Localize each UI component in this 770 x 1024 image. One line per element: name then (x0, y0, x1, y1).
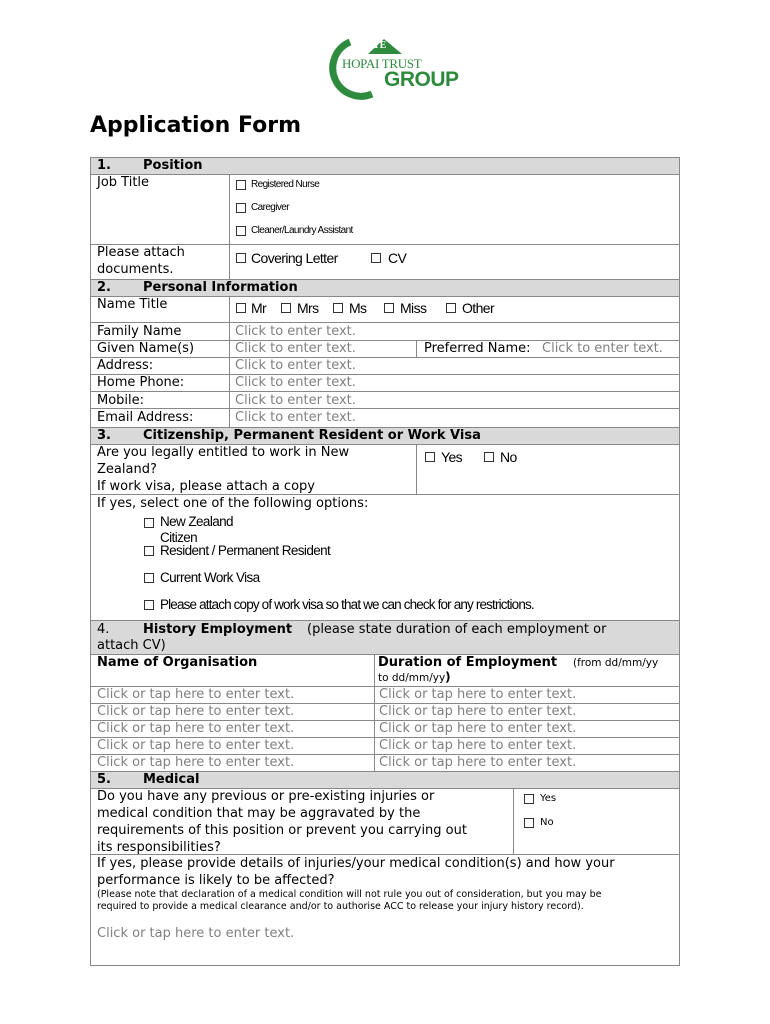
doc-option-label: CV (388, 250, 407, 266)
s5-question-line1: Do you have any previous or pre-existing injuries or (97, 789, 435, 804)
address-field[interactable]: Click to enter text. (235, 358, 356, 373)
duration-field-4[interactable]: Click or tap here to enter text. (379, 738, 577, 753)
medical-details-field[interactable]: Click or tap here to enter text. (97, 926, 295, 941)
checkbox-icon[interactable] (144, 600, 154, 610)
s5-question-line3: requirements of this position or prevent you carrying out (97, 823, 467, 838)
title-option-label: Ms (349, 300, 367, 316)
checkbox-icon[interactable] (144, 546, 154, 556)
org-field-2[interactable]: Click or tap here to enter text. (97, 704, 295, 719)
s3-question-line2: Zealand? (97, 462, 157, 477)
col-organisation-header: Name of Organisation (97, 655, 258, 670)
status-option-label: Resident / Permanent Resident (160, 543, 331, 558)
job-option-label: Cleaner/Laundry Assistant (251, 225, 353, 236)
attach-label-line2: documents. (97, 262, 174, 277)
preferred-name-label: Preferred Name: (424, 341, 531, 356)
org-field-4[interactable]: Click or tap here to enter text. (97, 738, 295, 753)
s3-select-label: If yes, select one of the following options: (97, 496, 369, 511)
duration-field-1[interactable]: Click or tap here to enter text. (379, 687, 577, 702)
email-label: Email Address: (97, 410, 194, 425)
s4-number: 4. (97, 622, 110, 637)
duration-field-2[interactable]: Click or tap here to enter text. (379, 704, 577, 719)
logo-te: TE (373, 40, 387, 51)
checkbox-icon[interactable] (281, 303, 291, 313)
family-name-label: Family Name (97, 324, 182, 339)
title-option-label: Mr (251, 300, 267, 316)
org-field-3[interactable]: Click or tap here to enter text. (97, 721, 295, 736)
logo-group: GROUP (384, 68, 459, 91)
checkbox-icon[interactable] (425, 452, 435, 462)
s3-question-line3: If work visa, please attach a copy (97, 479, 315, 494)
s3-no-label: No (500, 449, 517, 465)
s5-details-line1: If yes, please provide details of injuries/your medical condition(s) and how your (97, 856, 615, 871)
s5-no-label: No (540, 817, 554, 828)
status-option-label: Please attach copy of work visa so that we can check for any restrictions. (160, 597, 534, 612)
checkbox-icon[interactable] (524, 818, 534, 828)
s5-question-line2: medical condition that may be aggravated by the (97, 806, 421, 821)
s4-title: History Employment (143, 622, 293, 637)
s5-question-line4: its responsibilities? (97, 840, 221, 855)
s3-yes-label: Yes (441, 449, 463, 465)
home-phone-field[interactable]: Click to enter text. (235, 375, 356, 390)
s1-number: 1. (97, 158, 111, 173)
name-title-label: Name Title (97, 297, 168, 312)
title-option-label: Other (462, 300, 495, 316)
s5-number: 5. (97, 772, 111, 787)
s5-note-line1: (Please note that declaration of a medical condition will not rule you out of consideration, but you may be (97, 889, 602, 900)
duration-field-3[interactable]: Click or tap here to enter text. (379, 721, 577, 736)
job-option-label: Registered Nurse (251, 179, 320, 190)
checkbox-icon[interactable] (333, 303, 343, 313)
logo (322, 36, 459, 100)
s3-number: 3. (97, 428, 111, 443)
title-option-label: Mrs (297, 300, 319, 316)
s5-note-line2: required to provide a medical clearance and/or to authorise ACC to release your injury history record). (97, 901, 584, 912)
checkbox-icon[interactable] (144, 573, 154, 583)
org-field-1[interactable]: Click or tap here to enter text. (97, 687, 295, 702)
home-phone-label: Home Phone: (97, 375, 185, 390)
col-duration-close: ) (445, 670, 451, 684)
given-names-field[interactable]: Click to enter text. (235, 341, 356, 356)
doc-option-label: Covering Letter (251, 250, 338, 266)
s5-details-line2: performance is likely to be affected? (97, 873, 335, 888)
checkbox-icon[interactable] (524, 794, 534, 804)
s3-title: Citizenship, Permanent Resident or Work Visa (143, 428, 481, 443)
preferred-name-field[interactable]: Click to enter text. (542, 341, 663, 356)
form-title: Application Form (90, 113, 302, 138)
job-option-label: Caregiver (251, 202, 289, 213)
address-label: Address: (97, 358, 154, 373)
checkbox-icon[interactable] (371, 253, 381, 263)
logo-name: HOPAI TRUST (342, 56, 422, 71)
org-field-5[interactable]: Click or tap here to enter text. (97, 755, 295, 770)
checkbox-icon[interactable] (236, 180, 246, 190)
col-duration-header: Duration of Employment (378, 655, 558, 670)
checkbox-icon[interactable] (236, 253, 246, 263)
s2-title: Personal Information (143, 280, 298, 295)
mobile-field[interactable]: Click to enter text. (235, 393, 356, 408)
job-title-label: Job Title (97, 175, 150, 190)
given-names-label: Given Name(s) (97, 341, 195, 356)
checkbox-icon[interactable] (446, 303, 456, 313)
checkbox-icon[interactable] (384, 303, 394, 313)
s5-title: Medical (143, 772, 200, 787)
col-duration-note: (from dd/mm/yy (573, 657, 659, 669)
s4-note-line2: attach CV) (97, 638, 166, 653)
title-option-label: Miss (400, 300, 427, 316)
col-duration-note-line2 (378, 670, 451, 685)
duration-field-5[interactable]: Click or tap here to enter text. (379, 755, 577, 770)
email-field[interactable]: Click to enter text. (235, 410, 356, 425)
s3-question-line1: Are you legally entitled to work in New (97, 445, 350, 460)
checkbox-icon[interactable] (236, 226, 246, 236)
s5-yes-label: Yes (540, 793, 557, 804)
attach-label-line1: Please attach (97, 245, 185, 260)
checkbox-icon[interactable] (236, 203, 246, 213)
family-name-field[interactable]: Click to enter text. (235, 324, 356, 339)
col-duration-note2-text: to dd/mm/yy (378, 672, 446, 684)
status-option-label: Current Work Visa (160, 570, 260, 585)
checkbox-icon[interactable] (144, 518, 154, 528)
s4-note: (please state duration of each employment or (307, 622, 607, 637)
mobile-label: Mobile: (97, 393, 145, 408)
checkbox-icon[interactable] (236, 303, 246, 313)
status-option-label: New Zealand Citizen (160, 514, 233, 545)
checkbox-icon[interactable] (484, 452, 494, 462)
s2-number: 2. (97, 280, 111, 295)
s1-title: Position (143, 158, 203, 173)
